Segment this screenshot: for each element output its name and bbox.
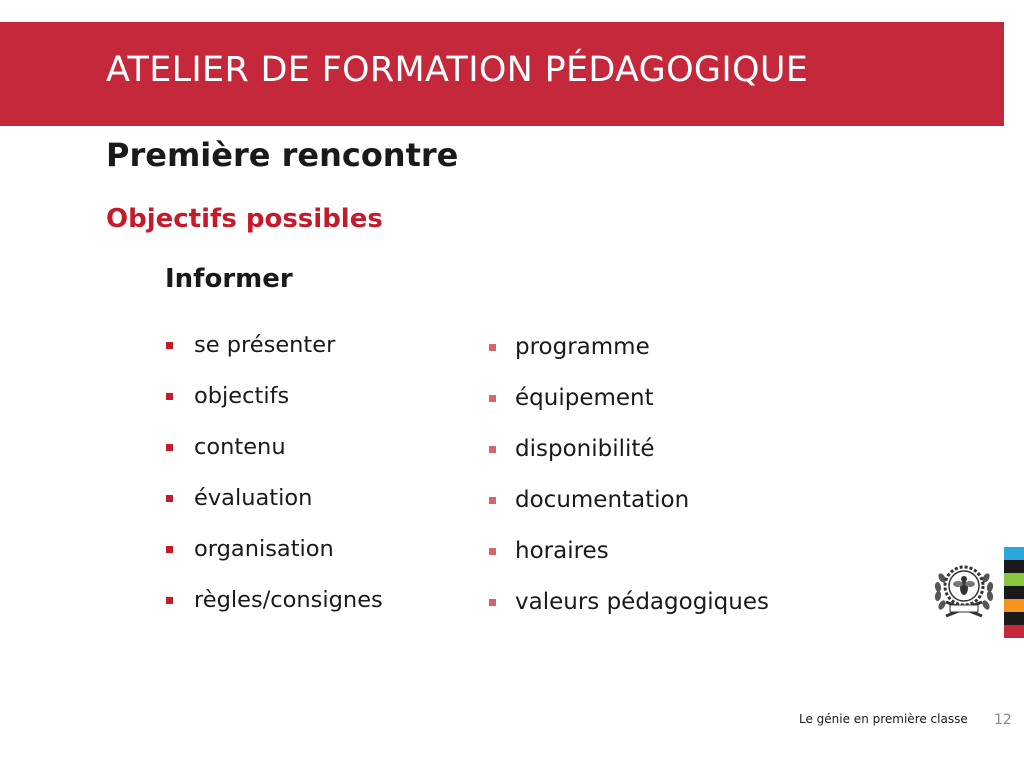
slide-title: Première rencontre — [106, 136, 459, 174]
list-item-label: disponibilité — [515, 436, 655, 462]
bullet-icon — [166, 546, 173, 553]
list-item — [166, 485, 383, 536]
color-strip-cell — [1004, 612, 1024, 625]
color-strip-cell — [1004, 625, 1024, 638]
list-item — [166, 383, 383, 434]
bullet-icon — [489, 344, 496, 351]
bullet-icon — [489, 497, 496, 504]
list-item-label: organisation — [194, 536, 334, 562]
list-item — [489, 589, 769, 640]
color-strip — [1004, 547, 1024, 638]
color-strip-cell — [1004, 573, 1024, 586]
bullet-icon — [489, 395, 496, 402]
list-item — [489, 385, 769, 436]
list-item-label: contenu — [194, 434, 286, 460]
bullet-icon — [166, 495, 173, 502]
bullet-list-left — [166, 332, 383, 638]
bullet-icon — [166, 597, 173, 604]
bullet-list-right — [489, 334, 769, 640]
list-item — [489, 487, 769, 538]
bullet-icon — [166, 342, 173, 349]
page-number: 12 — [994, 712, 1012, 728]
list-item-label: valeurs pédagogiques — [515, 589, 769, 615]
list-item — [166, 332, 383, 383]
list-item-label: horaires — [515, 538, 609, 564]
school-crest-icon — [928, 554, 1000, 626]
list-item — [166, 587, 383, 638]
bullet-icon — [489, 599, 496, 606]
list-item-label: évaluation — [194, 485, 313, 511]
list-item — [166, 434, 383, 485]
header-title: ATELIER DE FORMATION PÉDAGOGIQUE — [106, 50, 809, 90]
list-item-label: documentation — [515, 487, 690, 513]
slide-subtitle: Objectifs possibles — [106, 204, 383, 234]
bullet-icon — [489, 548, 496, 555]
footer-tagline: Le génie en première classe — [799, 712, 968, 726]
section-heading: Informer — [165, 264, 293, 294]
list-item-label: objectifs — [194, 383, 290, 409]
bullet-icon — [166, 393, 173, 400]
list-item — [489, 436, 769, 487]
list-item — [166, 536, 383, 587]
bullet-icon — [166, 444, 173, 451]
list-item — [489, 538, 769, 589]
list-item-label: règles/consignes — [194, 587, 383, 613]
color-strip-cell — [1004, 547, 1024, 560]
list-item-label: programme — [515, 334, 650, 360]
color-strip-cell — [1004, 599, 1024, 612]
list-item — [489, 334, 769, 385]
list-item-label: se présenter — [194, 332, 336, 358]
color-strip-cell — [1004, 560, 1024, 573]
color-strip-cell — [1004, 586, 1024, 599]
list-item-label: équipement — [515, 385, 654, 411]
bullet-icon — [489, 446, 496, 453]
